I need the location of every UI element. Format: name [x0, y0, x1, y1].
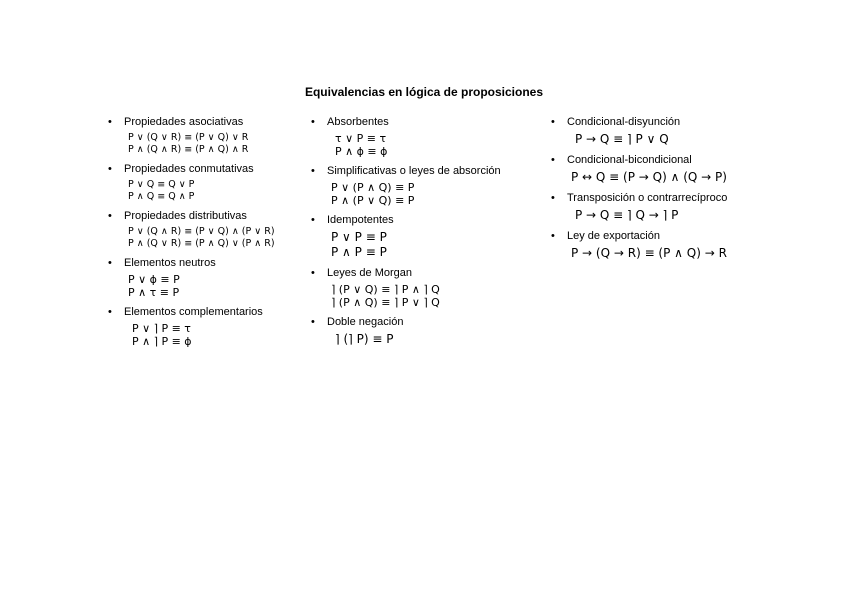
formula: P → (Q → R) ≡ (P ∧ Q) → R	[571, 246, 727, 260]
formula: P ∨ P ≡ P	[331, 230, 387, 244]
section-heading: • Propiedades asociativas	[108, 116, 244, 128]
formula: P ∨ ϕ ≡ P	[128, 273, 180, 286]
section-double-negation	[311, 315, 546, 347]
formula-list	[311, 283, 546, 309]
formula-list	[108, 226, 303, 250]
bullet-icon: •	[311, 116, 315, 128]
formula-list	[551, 208, 761, 223]
formula-list	[108, 179, 303, 203]
formula: P → Q ≡ ⌉ P ∨ Q	[575, 132, 669, 146]
formula: P ∨ (Q ∧ R) ≡ (P ∨ Q) ∧ (P ∨ R)	[128, 226, 275, 237]
formula: P ∨ ⌉ P ≡ τ	[132, 322, 191, 335]
bullet-icon: •	[311, 267, 315, 279]
section-heading: • Idempotentes	[311, 214, 394, 226]
section-heading: • Condicional-disyunción	[551, 116, 681, 128]
formula: P ∧ ⌉ P ≡ ϕ	[132, 335, 192, 348]
section-heading: • Propiedades distributivas	[108, 210, 247, 222]
formula: P ↔ Q ≡ (P → Q) ∧ (Q → P)	[571, 170, 727, 184]
section-neutral	[108, 256, 303, 299]
bullet-icon: •	[311, 165, 315, 177]
formula-list	[311, 181, 546, 207]
bullet-icon: •	[108, 257, 112, 269]
section-heading: • Elementos neutros	[108, 257, 216, 269]
section-idempotent	[311, 213, 546, 260]
section-heading: • Doble negación	[311, 316, 404, 328]
section-heading: • Condicional-bicondicional	[551, 154, 692, 166]
column-1	[108, 115, 303, 354]
section-morgan	[311, 266, 546, 309]
bullet-icon: •	[311, 316, 315, 328]
bullet-icon: •	[311, 214, 315, 226]
column-3	[551, 115, 761, 267]
column-2	[311, 115, 546, 353]
formula: P ∨ (P ∧ Q) ≡ P	[331, 181, 415, 194]
section-heading: • Simplificativas o leyes de absorción	[311, 165, 501, 177]
section-transposition	[551, 191, 761, 223]
formula: P ∨ Q ≡ Q ∨ P	[128, 179, 195, 190]
formula: ⌉ (P ∨ Q) ≡ ⌉ P ∧ ⌉ Q	[331, 283, 440, 296]
section-complementary	[108, 305, 303, 348]
formula-list	[311, 132, 546, 158]
section-exportation	[551, 229, 761, 261]
formula: P ∧ Q ≡ Q ∧ P	[128, 191, 195, 202]
bullet-icon: •	[551, 154, 555, 166]
bullet-icon: •	[551, 116, 555, 128]
formula: P → Q ≡ ⌉ Q → ⌉ P	[575, 208, 679, 222]
formula-list	[311, 332, 546, 347]
bullet-icon: •	[108, 210, 112, 222]
formula: τ ∨ P ≡ τ	[335, 132, 387, 145]
formula: ⌉ (P ∧ Q) ≡ ⌉ P ∨ ⌉ Q	[331, 296, 440, 309]
section-absorption	[311, 164, 546, 207]
formula: P ∧ (P ∨ Q) ≡ P	[331, 194, 415, 207]
formula-list	[108, 273, 303, 299]
formula: P ∧ P ≡ P	[331, 245, 387, 259]
bullet-icon: •	[108, 306, 112, 318]
section-heading: • Propiedades conmutativas	[108, 163, 254, 175]
formula-list	[311, 230, 546, 260]
section-heading: • Elementos complementarios	[108, 306, 263, 318]
formula: P ∧ (Q ∨ R) ≡ (P ∧ Q) ∨ (P ∧ R)	[128, 238, 275, 249]
formula-list	[108, 132, 303, 156]
section-distributive	[108, 209, 303, 250]
section-associative	[108, 115, 303, 156]
section-conditional-disjunction	[551, 115, 761, 147]
section-heading: • Ley de exportación	[551, 230, 660, 242]
bullet-icon: •	[551, 192, 555, 204]
formula: P ∧ τ ≡ P	[128, 286, 180, 299]
formula-list	[551, 246, 761, 261]
bullet-icon: •	[551, 230, 555, 242]
section-commutative	[108, 162, 303, 203]
formula-list	[551, 132, 761, 147]
section-heading: • Leyes de Morgan	[311, 267, 412, 279]
formula-list	[108, 322, 303, 348]
formula: P ∧ (Q ∧ R) ≡ (P ∧ Q) ∧ R	[128, 144, 249, 155]
document-title: Equivalencias en lógica de proposiciones	[304, 85, 544, 99]
formula: ⌉ (⌉ P) ≡ P	[335, 332, 394, 346]
section-absorbent	[311, 115, 546, 158]
formula-list	[551, 170, 761, 185]
formula: P ∨ (Q ∨ R) ≡ (P ∨ Q) ∨ R	[128, 132, 249, 143]
formula: P ∧ ϕ ≡ ϕ	[335, 145, 388, 158]
bullet-icon: •	[108, 163, 112, 175]
section-heading: • Transposición o contrarrecíproco	[551, 192, 728, 204]
section-conditional-biconditional	[551, 153, 761, 185]
bullet-icon: •	[108, 116, 112, 128]
section-heading: • Absorbentes	[311, 116, 389, 128]
